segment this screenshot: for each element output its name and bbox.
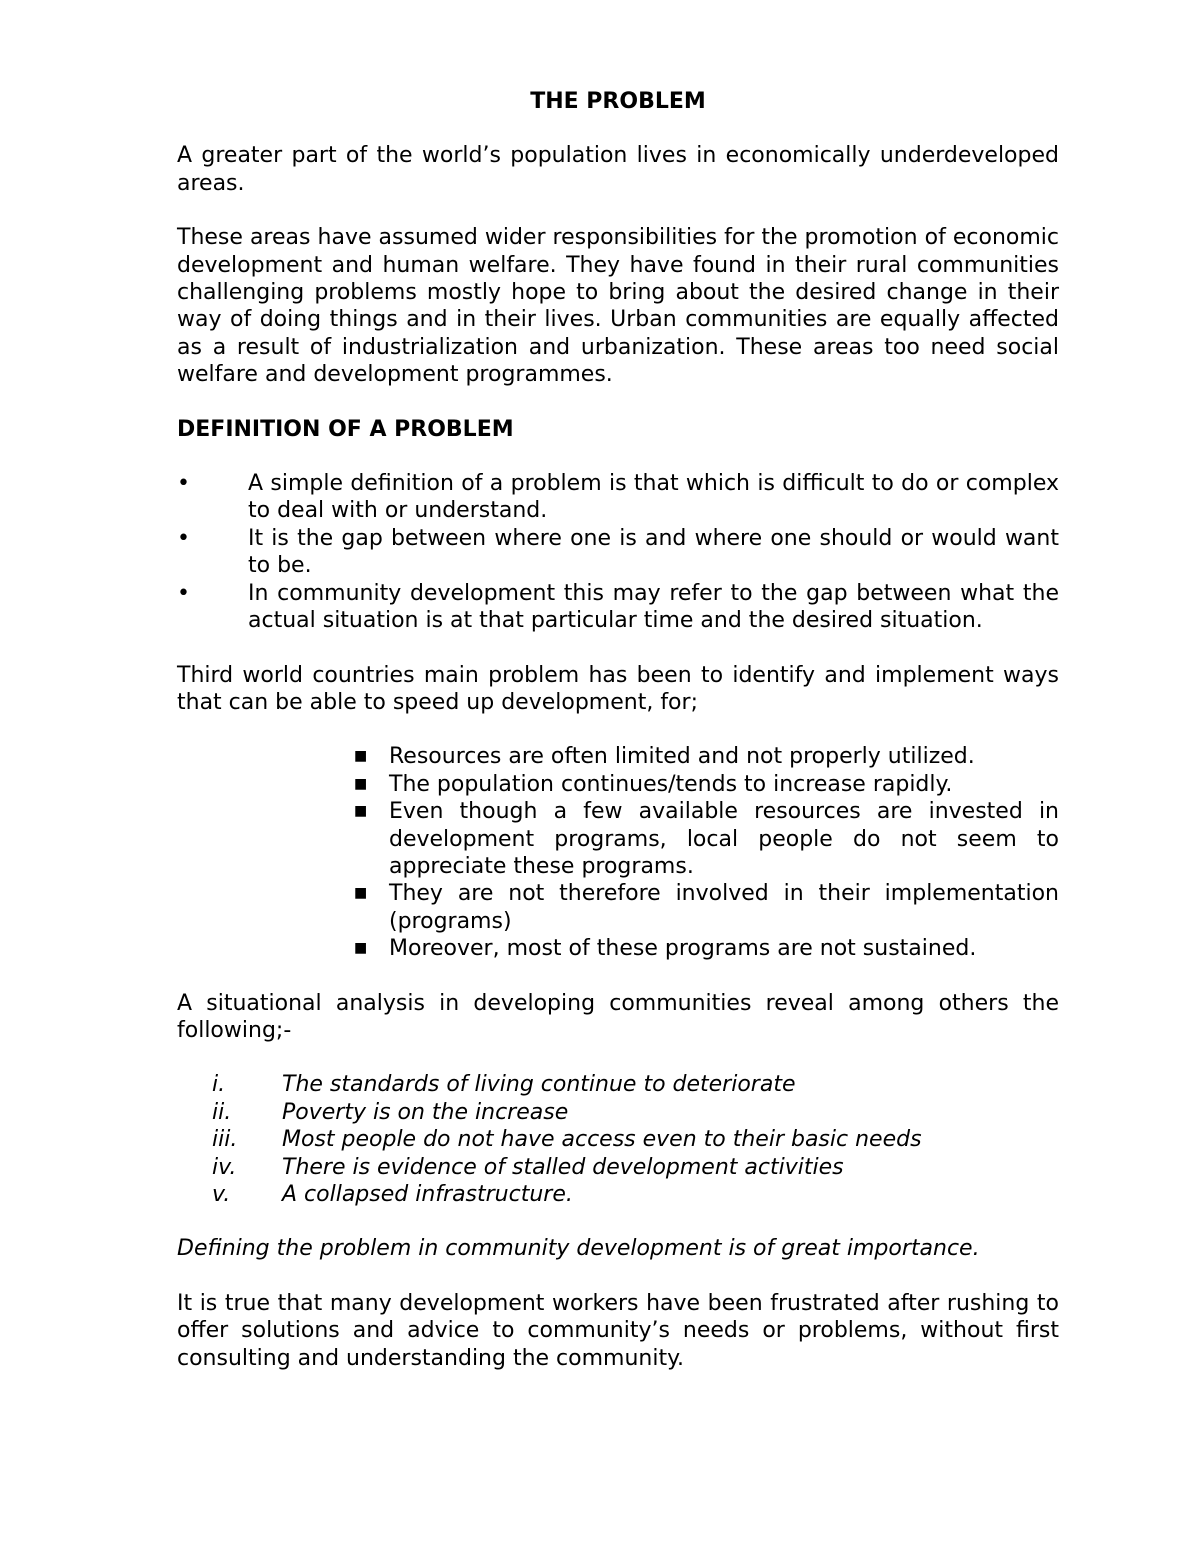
list-item: iv. There is evidence of stalled development activities — [212, 1154, 844, 1180]
square-bullet-icon: ■ — [354, 885, 368, 902]
list-numeral: iii. — [212, 1127, 238, 1153]
areas-paragraph: These areas have assumed wider responsibilities for the promotion of economic development and human welfare. They have found in their rural communities challenging problems mostly hope to bring about the desired change in their way of doing things and in their lives. Urban communities are equally affected as a result of industrialization and urbanization. These areas too need social welfare and development programmes. — [177, 225, 1059, 388]
square-bullet-icon: ■ — [354, 803, 368, 820]
third-world-paragraph: Third world countries main problem has been to identify and implement ways that can be able to speed up development, for; — [177, 662, 1059, 715]
situational-analysis-paragraph: A situational analysis in developing communities reveal among others the following;- — [177, 990, 1059, 1043]
list-numeral: ii. — [212, 1099, 232, 1125]
closing-paragraph: It is true that many development workers have been frustrated after rushing to offer solutions and advice to community’s needs or problems, without first consulting and understanding the community. — [177, 1290, 1059, 1371]
findings-list — [212, 1071, 1059, 1208]
list-numeral: iv. — [212, 1154, 237, 1180]
definition-heading: DEFINITION OF A PROBLEM — [177, 416, 514, 442]
bullet-icon: • — [177, 580, 190, 606]
bullet-icon: • — [177, 525, 190, 551]
square-bullet-icon: ■ — [354, 940, 368, 957]
list-item: ■ Moreover, most of these programs are not sustained. — [354, 936, 977, 962]
list-item: iii. Most people do not have access even to their basic needs — [212, 1127, 922, 1153]
list-item: ■ Even though a few available resources are invested in development programs, local people do not seem to appreciate these programs. — [354, 799, 1059, 879]
list-item: v. A collapsed infrastructure. — [212, 1182, 573, 1207]
importance-statement: Defining the problem in community development is of great importance. — [177, 1236, 980, 1262]
list-item: ■ Resources are often limited and not properly utilized. — [354, 744, 975, 770]
list-item: ii. Poverty is on the increase — [212, 1099, 569, 1125]
list-item: i. The standards of living continue to deteriorate — [212, 1072, 796, 1098]
list-item: ■ They are not therefore involved in their implementation (programs) — [354, 881, 1059, 934]
list-item: • In community development this may refer to the gap between what the actual situation is at that particular time and the desired situation. — [177, 580, 1059, 634]
list-item: • A simple definition of a problem is that which is difficult to do or complex to deal with or understand. — [177, 471, 1059, 524]
list-item: • It is the gap between where one is and where one should or would want to be. — [177, 525, 1059, 579]
page-title: THE PROBLEM — [530, 89, 706, 114]
list-numeral: v. — [212, 1182, 231, 1207]
list-numeral: i. — [212, 1072, 226, 1098]
reasons-list — [354, 743, 1059, 962]
square-bullet-icon: ■ — [354, 748, 368, 765]
intro-paragraph: A greater part of the world’s population lives in economically underdeveloped areas. — [177, 143, 1059, 196]
document-page — [177, 88, 1059, 1399]
definition-list — [177, 470, 1059, 634]
list-item: ■ The population continues/tends to increase rapidly. — [354, 771, 953, 797]
square-bullet-icon: ■ — [354, 775, 368, 792]
bullet-icon: • — [177, 471, 190, 497]
